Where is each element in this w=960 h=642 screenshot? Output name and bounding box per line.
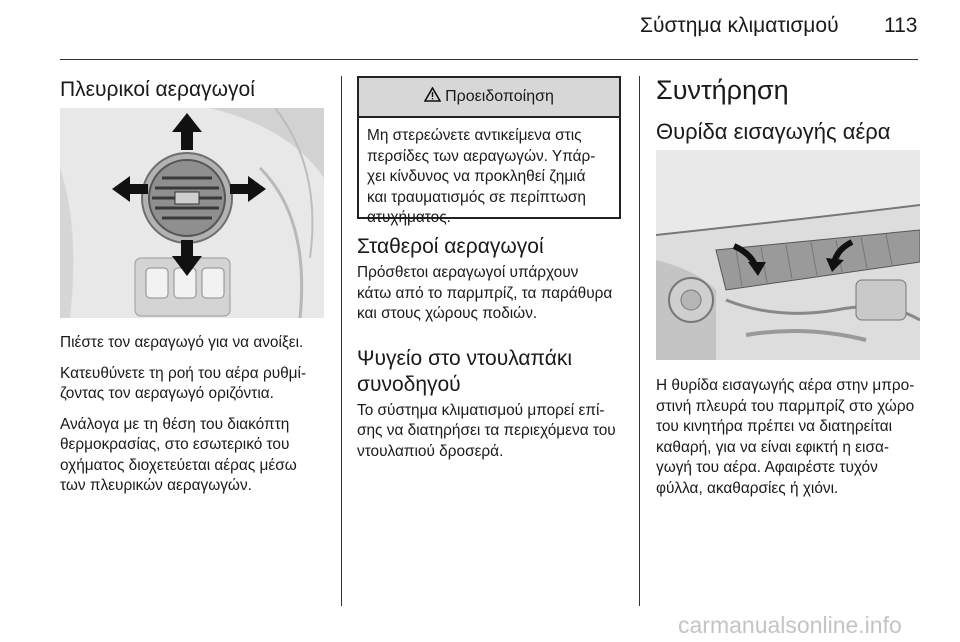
text-line: ζοντας τον αεραγωγό οριζόντια. [60,385,274,402]
text-line: γωγή του αέρα. Αφαιρέστε τυχόν [656,459,878,476]
text-line: και στους χώρους ποδιών. [357,305,538,322]
text-line: και τραυματισμός σε περίπτωση [367,188,586,206]
column-divider-2 [639,76,640,606]
column-divider-1 [341,76,342,606]
text-line: ντουλαπιού δροσερά. [357,442,504,460]
side-vent-drawing [60,108,324,318]
text-line: στινή πλευρά του παρμπρίζ στο χώρο [656,397,915,415]
paragraph-air-intake [656,376,931,499]
text-line: σης να διατηρήσει τα περιεχόμενα του [357,422,616,439]
section-heading-air-intake: Θυρίδα εισαγωγής αέρα [656,119,891,144]
text-line: περσίδες των αεραγωγών. Υπάρ- [367,147,596,165]
column-2-text [357,234,632,462]
side-vent-illustration [60,108,324,318]
text-line: Κατευθύνετε τη ροή του αέρα ρυθμί- [60,364,307,382]
paragraph-direct-airflow [60,364,335,405]
section-heading-fixed-vents: Σταθεροί αεραγωγοί [357,235,544,258]
text-line: κάτω από το παρμπρίζ, τα παράθυρα [357,284,613,302]
text-line: χει κίνδυνος να προκληθεί ζημιά [367,168,586,185]
text-line: των πλευρικών αεραγωγών. [60,477,252,494]
header-divider [60,59,918,60]
watermark: carmanualsonline.info [678,612,902,638]
section-heading-glovebox-cooler [357,346,632,398]
text-line: θερμοκρασίας, στο εσωτερικό του [60,436,290,453]
page-number: 113 [884,14,918,37]
column-1 [60,77,330,103]
text-line: Ανάλογα με τη θέση του διακόπτη [60,415,290,433]
text-line: Πρόσθετοι αεραγωγοί υπάρχουν [357,264,579,281]
text-line: Μη στερεώνετε αντικείμενα στις [367,127,582,144]
column-3-text [656,376,931,499]
text-line: Η θυρίδα εισαγωγής αέρα στην μπρο- [656,377,915,394]
text-line: ατυχήματος. [367,209,451,226]
section-heading-side-vents: Πλευρικοί αεραγωγοί [60,78,255,101]
text-line: οχήματος διοχετεύεται αέρας μέσω [60,456,297,474]
paragraph-temperature-switch [60,415,335,497]
text-line: καθαρή, για να είναι εφικτή η εισα- [656,438,889,456]
warning-body [359,118,619,229]
warning-triangle-icon [424,87,441,107]
warning-title: Προειδοποίηση [445,88,554,105]
column-1-text [60,333,335,497]
text-line: φύλλα, ακαθαρσίες ή χιόνι. [656,479,839,497]
air-intake-illustration [656,150,920,360]
warning-header [359,78,619,118]
column-3 [656,74,926,145]
paragraph-press-vent: Πιέστε τον αεραγωγό για να ανοίξει. [60,334,304,351]
text-line: του κινητήρα πρέπει να διατηρείται [656,418,893,435]
warning-box [357,76,621,226]
paragraph-fixed-vents [357,263,632,325]
section-title-maintenance: Συντήρηση [656,75,789,105]
paragraph-glovebox-cooler [357,401,632,463]
page-header-title: Σύστημα κλιματισμού [640,14,839,37]
text-line: Το σύστημα κλιματισμού μπορεί επί- [357,401,605,419]
text-line: Ψυγείο στο ντουλαπάκι [357,346,573,370]
engine-bay-drawing [656,150,920,360]
text-line: συνοδηγού [357,372,461,396]
